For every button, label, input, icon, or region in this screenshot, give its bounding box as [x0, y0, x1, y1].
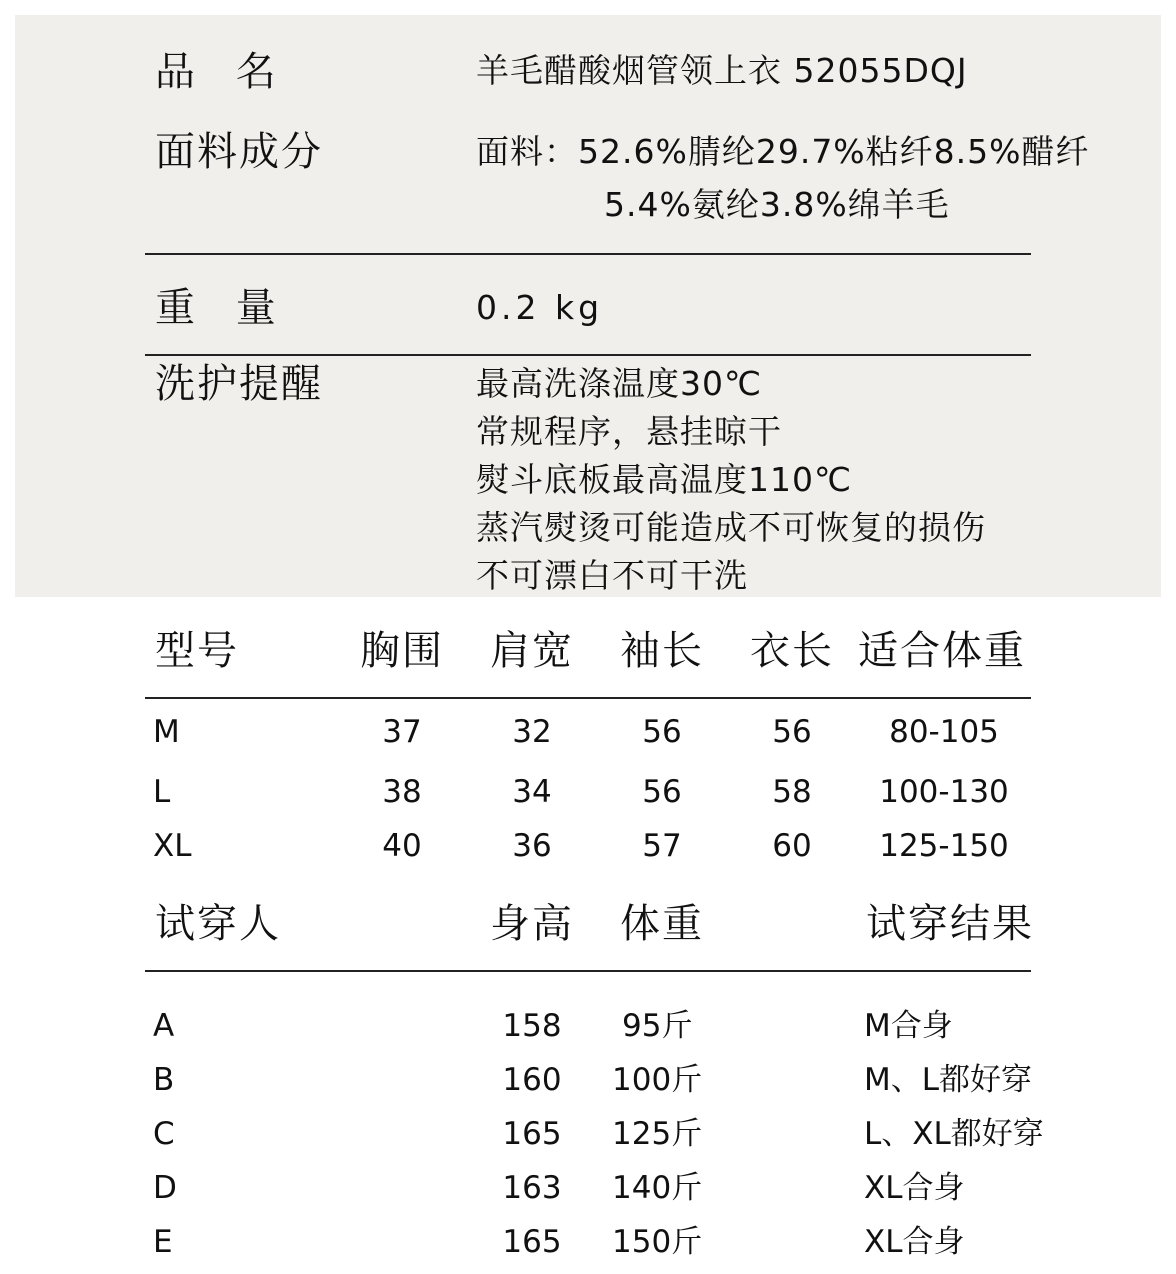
tryon-header-person: 试穿人 — [155, 901, 281, 947]
tryon-cell: 150斤 — [612, 1224, 703, 1260]
size-cell: 125-150 — [879, 828, 1009, 864]
size-cell: 58 — [772, 774, 812, 810]
size-cell: 57 — [642, 828, 682, 864]
size-cell: M — [153, 714, 180, 750]
tryon-cell: 165 — [502, 1224, 562, 1260]
size-header-model: 型号 — [155, 628, 239, 674]
size-cell: 32 — [512, 714, 552, 750]
care-line: 常规程序，悬挂晾干 — [476, 412, 782, 451]
care-line: 最高洗涤温度30℃ — [476, 364, 763, 403]
fabric-line-2: 5.4%氨纶3.8%绵羊毛 — [604, 185, 950, 224]
tryon-cell: 100斤 — [612, 1062, 703, 1098]
divider-3 — [145, 697, 1031, 699]
tryon-cell: E — [153, 1224, 173, 1260]
size-cell: L — [153, 774, 171, 810]
weight-label: 重 量 — [155, 285, 290, 331]
tryon-cell: 158 — [502, 1008, 562, 1044]
care-line: 蒸汽熨烫可能造成不可恢复的损伤 — [476, 508, 986, 547]
divider-2 — [145, 354, 1031, 356]
tryon-cell: 160 — [502, 1062, 562, 1098]
care-line: 熨斗底板最高温度110℃ — [476, 460, 853, 499]
tryon-cell: 165 — [502, 1116, 562, 1152]
size-cell: 56 — [772, 714, 812, 750]
size-cell: 60 — [772, 828, 812, 864]
tryon-cell: 95斤 — [622, 1008, 693, 1044]
tryon-cell: 140斤 — [612, 1170, 703, 1206]
size-cell: 80-105 — [889, 714, 999, 750]
tryon-header-result: 试穿结果 — [866, 901, 1034, 947]
tryon-cell: C — [153, 1116, 175, 1152]
tryon-cell: M合身 — [864, 1008, 953, 1044]
tryon-cell: D — [153, 1170, 177, 1206]
size-cell: 38 — [382, 774, 422, 810]
fabric-label: 面料成分 — [155, 129, 323, 175]
size-cell: 100-130 — [879, 774, 1009, 810]
tryon-cell: XL合身 — [864, 1224, 965, 1260]
size-header-fit-weight: 适合体重 — [858, 628, 1026, 674]
tryon-cell: 125斤 — [612, 1116, 703, 1152]
product-name-label: 品 名 — [155, 49, 290, 95]
size-header-length: 衣长 — [750, 628, 834, 674]
tryon-cell: A — [153, 1008, 175, 1044]
tryon-cell: XL合身 — [864, 1170, 965, 1206]
care-label: 洗护提醒 — [155, 361, 323, 407]
size-cell: 56 — [642, 714, 682, 750]
size-cell: 36 — [512, 828, 552, 864]
tryon-header-height: 身高 — [490, 901, 574, 947]
product-name-value: 羊毛醋酸烟管领上衣 52055DQJ — [476, 51, 968, 90]
size-cell: XL — [153, 828, 192, 864]
size-cell: 37 — [382, 714, 422, 750]
size-cell: 34 — [512, 774, 552, 810]
size-header-chest: 胸围 — [360, 628, 444, 674]
divider-1 — [145, 253, 1031, 255]
size-cell: 40 — [382, 828, 422, 864]
fabric-line-1: 面料：52.6%腈纶29.7%粘纤8.5%醋纤 — [476, 132, 1090, 171]
size-cell: 56 — [642, 774, 682, 810]
tryon-header-weight: 体重 — [620, 901, 704, 947]
tryon-cell: M、L都好穿 — [864, 1062, 1033, 1098]
weight-value: 0.2 kg — [476, 288, 604, 327]
size-header-sleeve: 袖长 — [620, 628, 704, 674]
care-line: 不可漂白不可干洗 — [476, 556, 748, 595]
size-header-shoulder: 肩宽 — [490, 628, 574, 674]
tryon-cell: 163 — [502, 1170, 562, 1206]
tryon-cell: L、XL都好穿 — [864, 1116, 1044, 1152]
divider-4 — [145, 970, 1031, 972]
tryon-cell: B — [153, 1062, 175, 1098]
